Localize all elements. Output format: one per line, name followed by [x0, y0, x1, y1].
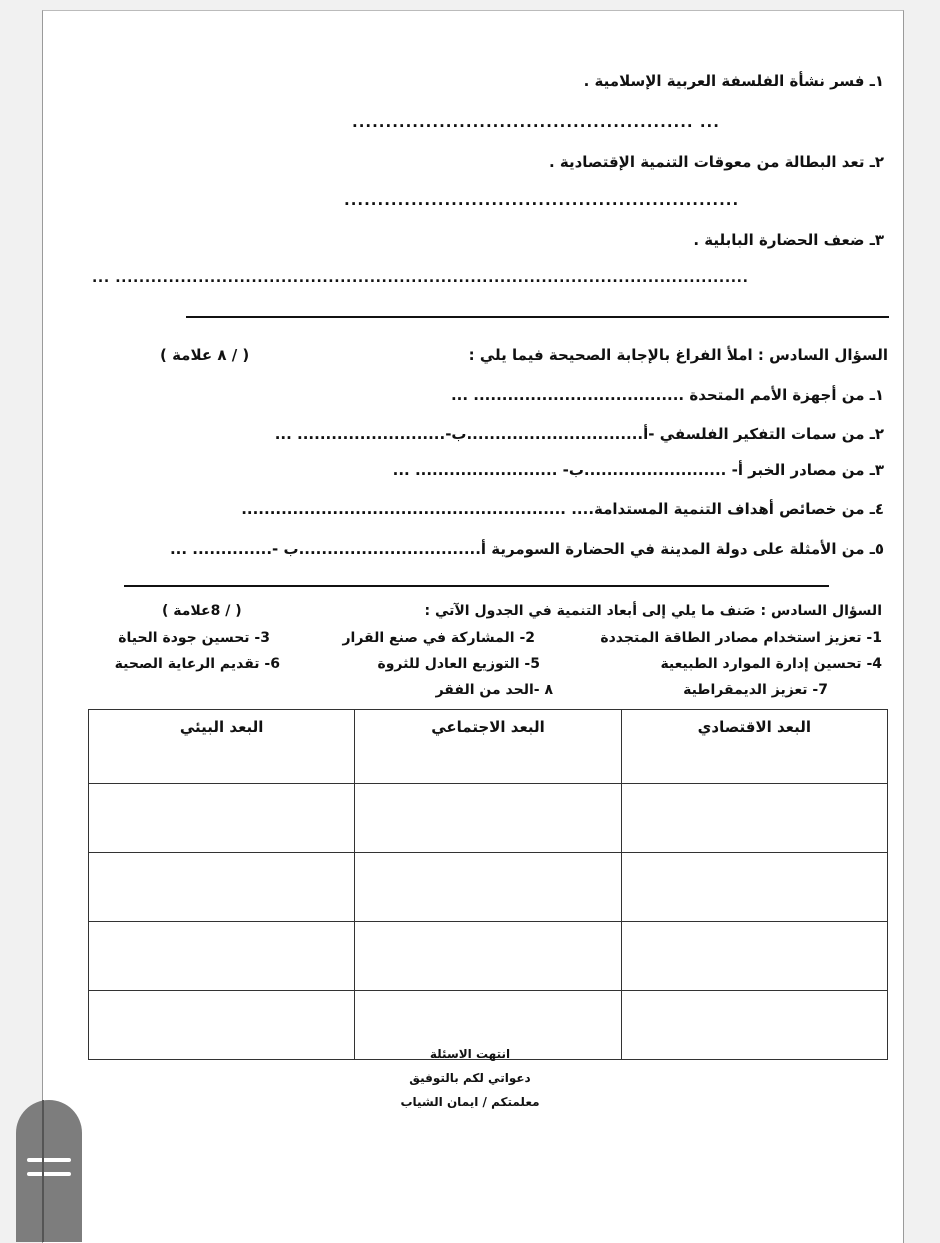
scroll-handle-button[interactable]: [16, 1100, 82, 1242]
option-1: 1- تعزيز استخدام مصادر الطاقة المتجددة: [600, 630, 882, 646]
table-header-row: [89, 710, 888, 784]
fill-item-2: ٢ـ من سمات التفكير الفلسفي -أ...............................ب-.......................... ...: [274, 425, 884, 443]
fill-item-1: ١ـ من أجهزة الأمم المتحدة ..................................... ...: [450, 386, 884, 404]
question-1: ١ـ فسر نشأة الفلسفة العربية الإسلامية .: [583, 72, 884, 90]
section-c-title: السؤال السادس : صَنف ما يلي إلى أبعاد التنمية في الجدول الآتي :: [424, 603, 882, 619]
table-cell[interactable]: [89, 991, 355, 1060]
table-cell[interactable]: [89, 922, 355, 991]
option-5: 5- التوزيع العادل للثروة: [377, 656, 540, 672]
section-b-mark: ( / ٨ علامة ): [160, 346, 250, 364]
table-cell[interactable]: [355, 922, 621, 991]
header-economic: البعد الاقتصادي: [621, 710, 887, 784]
answer-line-1: ................................................... ...: [352, 113, 720, 131]
option-8: ٨ -الحد من الفقر: [435, 682, 553, 698]
table-cell[interactable]: [89, 853, 355, 922]
table-cell[interactable]: [621, 922, 887, 991]
table-row: [89, 853, 888, 922]
table-cell[interactable]: [621, 991, 887, 1060]
header-environmental: البعد البيئي: [89, 710, 355, 784]
question-2: ٢ـ تعد البطالة من معوقات التنمية الإقتصادية .: [548, 153, 884, 171]
footer-end: انتهت الاسئلة: [429, 1047, 511, 1061]
header-social: البعد الاجتماعي: [355, 710, 621, 784]
answer-line-3: ... ...........................................................................................................: [92, 270, 749, 286]
table-cell[interactable]: [355, 784, 621, 853]
table-cell[interactable]: [621, 853, 887, 922]
option-7: 7- تعزيز الديمقراطية: [683, 682, 828, 698]
fill-item-5: ٥ـ من الأمثلة على دولة المدينة في الحضارة السومرية أ................................ب -.............. ...: [169, 540, 884, 558]
divider-2: [124, 585, 829, 587]
footer-teacher: معلمتكم / ايمان الشياب: [400, 1095, 540, 1109]
page-edge: [42, 1100, 44, 1242]
table-cell[interactable]: [621, 784, 887, 853]
option-6: 6- تقديم الرعاية الصحية: [114, 656, 280, 672]
divider-1: [186, 316, 889, 318]
fill-item-4: ٤ـ من خصائص أهداف التنمية المستدامة.... .........................................................: [241, 500, 884, 518]
table-row: [89, 784, 888, 853]
section-c-mark: ( / 8علامة ): [162, 603, 242, 619]
table-cell[interactable]: [355, 853, 621, 922]
option-2: 2- المشاركة في صنع القرار: [342, 630, 535, 646]
classification-table: [88, 709, 888, 1060]
fill-item-3: ٣ـ من مصادر الخبر أ- .........................ب- ......................... ...: [392, 461, 884, 479]
option-4: 4- تحسين إدارة الموارد الطبيعية: [660, 656, 882, 672]
question-3: ٣ـ ضعف الحضارة البابلية .: [693, 231, 884, 249]
table-cell[interactable]: [89, 784, 355, 853]
footer-wishes: دعواتي لكم بالتوفيق: [409, 1071, 531, 1085]
option-3: 3- تحسين جودة الحياة: [118, 630, 270, 646]
section-b-title: السؤال السادس : املأ الفراغ بالإجابة الصحيحة فيما يلي :: [468, 346, 888, 364]
table-row: [89, 922, 888, 991]
answer-line-2: ...........................................................: [344, 191, 740, 209]
